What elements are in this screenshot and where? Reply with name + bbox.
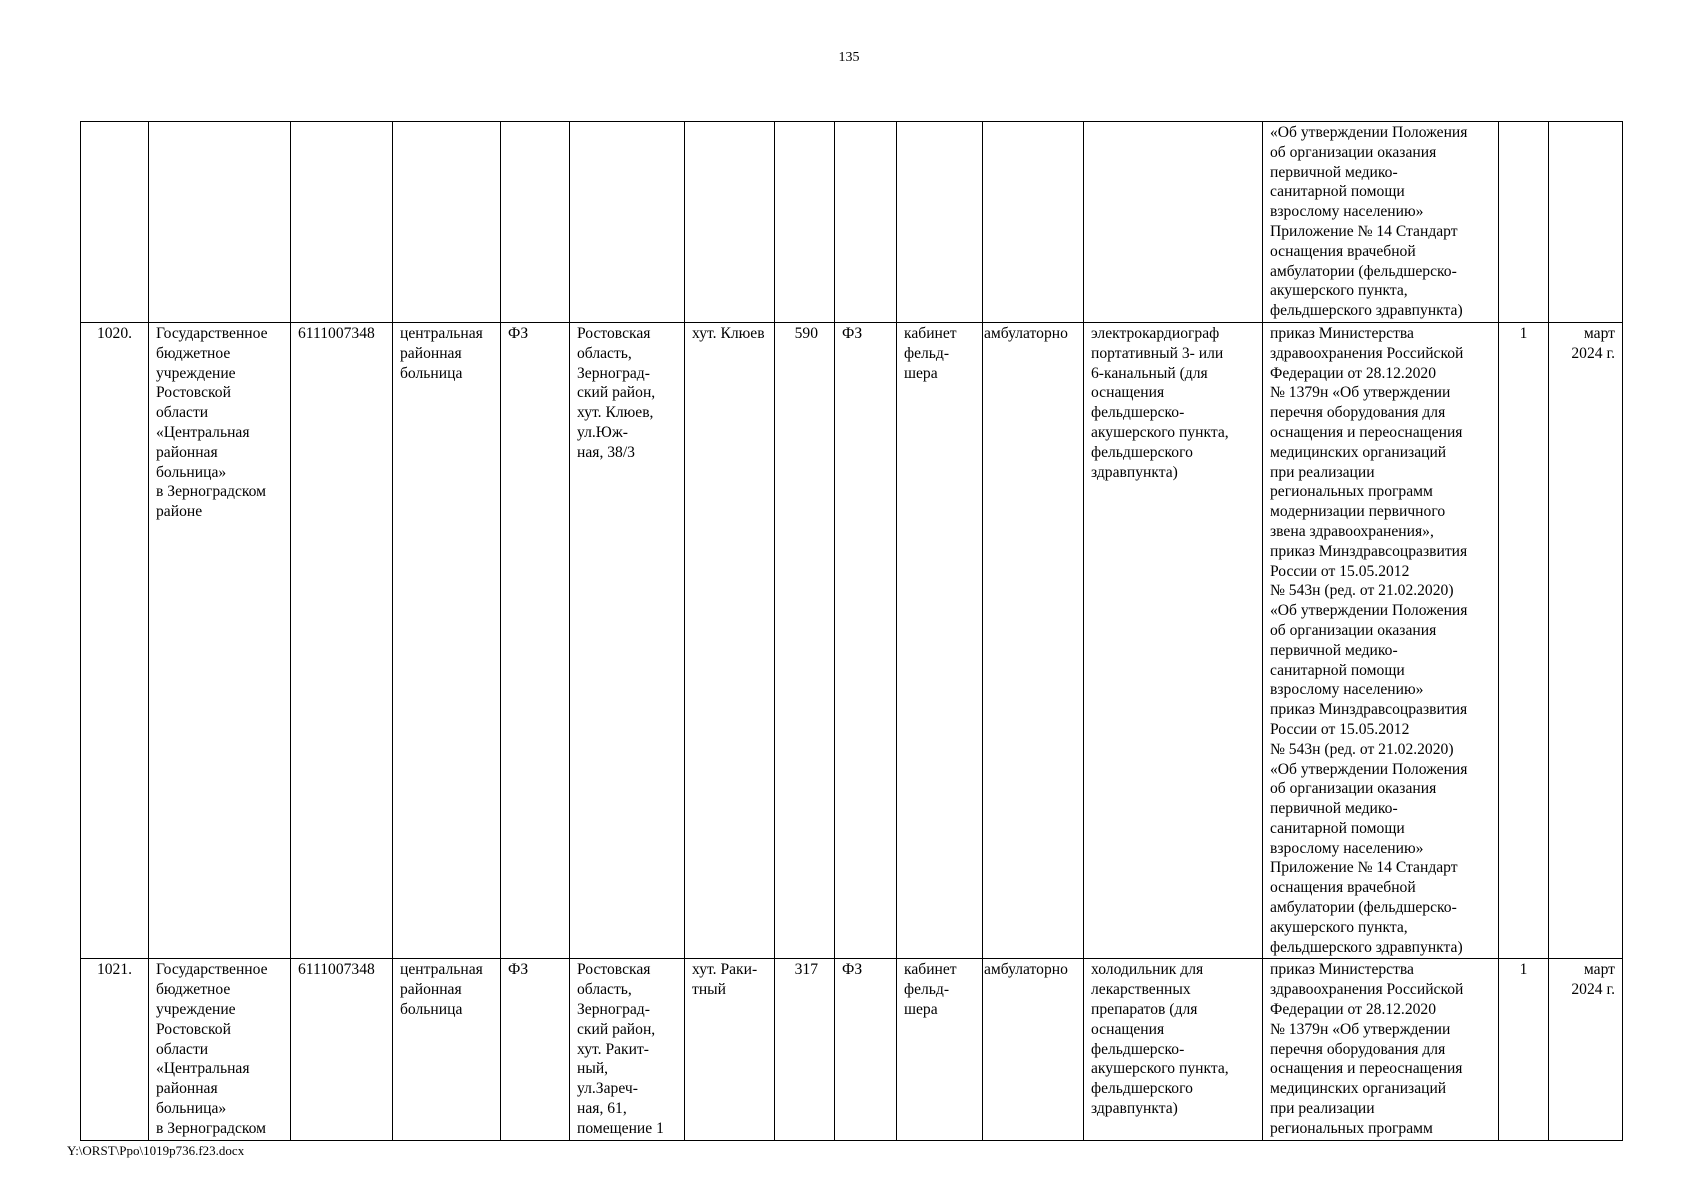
table-row bbox=[81, 959, 1623, 1140]
quantity: 1 bbox=[1499, 959, 1549, 1140]
quantity: 1 bbox=[1499, 322, 1549, 959]
subdivision-type: ФЗ bbox=[501, 322, 570, 959]
date: март 2024 г. bbox=[1549, 959, 1623, 1140]
inn: 6111007348 bbox=[291, 959, 393, 1140]
table-row bbox=[81, 122, 1623, 323]
table-row bbox=[81, 322, 1623, 959]
equipment bbox=[1084, 122, 1263, 323]
population bbox=[775, 122, 835, 323]
equipment-table bbox=[80, 121, 1623, 1141]
date: март 2024 г. bbox=[1549, 322, 1623, 959]
subdivision-type: ФЗ bbox=[501, 959, 570, 1140]
organization-type bbox=[393, 122, 501, 323]
file-path: Y:\ORST\Ppo\1019p736.f23.docx bbox=[67, 1143, 245, 1158]
inn bbox=[291, 122, 393, 323]
address: Ростовская область, Зерноград- ский район, хут. Ракит- ный, ул.Зареч- ная, 61, помещение 1 bbox=[570, 959, 685, 1140]
organization-type: центральная районная больница bbox=[393, 322, 501, 959]
unit-type: ФЗ bbox=[835, 959, 897, 1140]
organization-name bbox=[149, 122, 291, 323]
row-number: 1021. bbox=[81, 959, 149, 1140]
row-number: 1020. bbox=[81, 322, 149, 959]
organization-name: Государственное бюджетное учреждение Ростовской области «Центральная районная больница» в Зерноградском районе bbox=[149, 322, 291, 959]
unit-type bbox=[835, 122, 897, 323]
date bbox=[1549, 122, 1623, 323]
equipment: холодильник для лекарственных препаратов (для оснащения фельдшерско- акушерского пункта, фельдшерского здравпункта) bbox=[1084, 959, 1263, 1140]
row-number bbox=[81, 122, 149, 323]
address bbox=[570, 122, 685, 323]
population: 317 bbox=[775, 959, 835, 1140]
population: 590 bbox=[775, 322, 835, 959]
page-number: 135 bbox=[838, 50, 860, 65]
care-form: амбулаторно bbox=[983, 322, 1084, 959]
organization-type: центральная районная больница bbox=[393, 959, 501, 1140]
locality bbox=[685, 122, 775, 323]
legal-basis: «Об утверждении Положения об организации оказания первичной медико- санитарной помощи взрослому населению» Приложение № 14 Стандарт оснащения врачебной амбулатории (фельдшерско- акушерского пункта, фельдшерского здравпункта) bbox=[1263, 122, 1499, 323]
subdivision-type bbox=[501, 122, 570, 323]
room bbox=[897, 122, 983, 323]
equipment: электрокардиограф портативный 3- или 6-канальный (для оснащения фельдшерско- акушерского пункта, фельдшерского здравпункта) bbox=[1084, 322, 1263, 959]
inn: 6111007348 bbox=[291, 322, 393, 959]
room: кабинет фельд- шера bbox=[897, 322, 983, 959]
room: кабинет фельд- шера bbox=[897, 959, 983, 1140]
address: Ростовская область, Зерноград- ский район, хут. Клюев, ул.Юж- ная, 38/3 bbox=[570, 322, 685, 959]
locality: хут. Раки- тный bbox=[685, 959, 775, 1140]
care-form: амбулаторно bbox=[983, 959, 1084, 1140]
organization-name: Государственное бюджетное учреждение Ростовской области «Центральная районная больница» в Зерноградском bbox=[149, 959, 291, 1140]
legal-basis: приказ Министерства здравоохранения Российской Федерации от 28.12.2020 № 1379н «Об утверждении перечня оборудования для оснащения и переоснащения медицинских организаций при реализации региональных программ модернизации первичного звена здравоохранения», приказ Минздравсоцразвития России от 15.05.2012 № 543н (ред. от 21.02.2020) «Об утверждении Положения об организации оказания первичной медико- санитарной помощи взрослому населению» приказ Минздравсоцразвития России от 15.05.2012 № 543н (ред. от 21.02.2020) «Об утверждении Положения об организации оказания первичной медико- санитарной помощи взрослому населению» Приложение № 14 Стандарт оснащения врачебной амбулатории (фельдшерско- акушерского пункта, фельдшерского здравпункта) bbox=[1263, 322, 1499, 959]
unit-type: ФЗ bbox=[835, 322, 897, 959]
quantity bbox=[1499, 122, 1549, 323]
legal-basis: приказ Министерства здравоохранения Российской Федерации от 28.12.2020 № 1379н «Об утверждении перечня оборудования для оснащения и переоснащения медицинских организаций при реализации региональных программ bbox=[1263, 959, 1499, 1140]
care-form bbox=[983, 122, 1084, 323]
locality: хут. Клюев bbox=[685, 322, 775, 959]
